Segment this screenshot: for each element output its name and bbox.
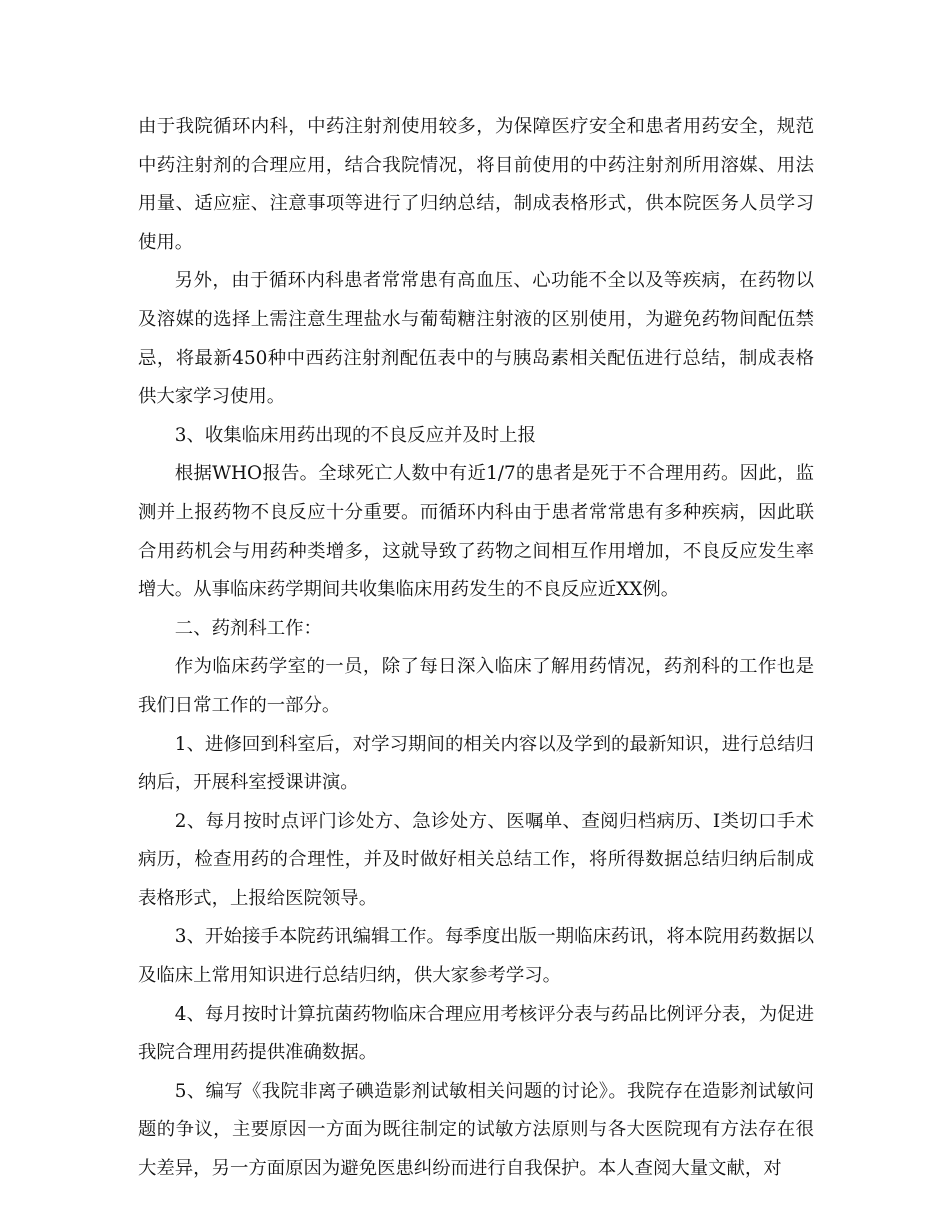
list-item-2: 2、每月按时点评门诊处方、急诊处方、医嘱单、查阅归档病历、Ⅰ类切口手术病历，检查用药的合理性，并及时做好相关总结工作，将所得数据总结归纳后制成表格形式，上报给医院领导。 — [138, 810, 814, 909]
list-item-5: 5、编写《我院非离子碘造影剂试敏相关问题的讨论》。我院存在造影剂试敏问题的争议，主要原因一方面为既往制定的试敏方法原则与各大医院现有方法存在很大差异，另一方面原因为避免医患纠纷而进行自我保护。本人查阅大量文献，对 — [138, 1080, 814, 1180]
paragraph-tcm-injection: 由于我院循环内科，中药注射剂使用较多，为保障医疗安全和患者用药安全，规范中药注射剂的合理应用，结合我院情况，将目前使用的中药注射剂所用溶媒、用法用量、适应症、注意事项等进行了归纳总结，制成表格形式，供本院医务人员学习使用。 — [138, 116, 814, 253]
document-body — [138, 108, 814, 1189]
list-item-3: 3、开始接手本院药讯编辑工作。每季度出版一期临床药讯，将本院用药数据以及临床上常用知识进行总结归纳，供大家参考学习。 — [138, 926, 814, 987]
paragraph-compatibility: 另外，由于循环内科患者常常患有高血压、心功能不全以及等疾病，在药物以及溶媒的选择上需注意生理盐水与葡萄糖注射液的区别使用，为避免药物间配伍禁忌，将最新450种中西药注射剂配伍表中的与胰岛素相关配伍进行总结，制成表格供大家学习使用。 — [138, 270, 814, 408]
heading-adverse-reactions: 3、收集临床用药出现的不良反应并及时上报 — [174, 424, 536, 446]
heading-pharmacy-work: 二、药剂科工作： — [174, 617, 322, 639]
list-item-4: 4、每月按时计算抗菌药物临床合理应用考核评分表与药品比例评分表，为促进我院合理用药提供准确数据。 — [138, 1003, 814, 1064]
paragraph-who-report: 根据WHO报告。全球死亡人数中有近1/7的患者是死于不合理用药。因此，监测并上报药物不良反应十分重要。而循环内科由于患者常常患有多种疾病，因此联合用药机会与用药种类增多，这就导致了药物之间相互作用增加，不良反应发生率增大。从事临床药学期间共收集临床用药发生的不良反应近XX例。 — [138, 463, 814, 601]
list-item-1: 1、进修回到科室后，对学习期间的相关内容以及学到的最新知识，进行总结归纳后，开展科室授课讲演。 — [138, 733, 814, 794]
paragraph-pharmacy-intro: 作为临床药学室的一员，除了每日深入临床了解用药情况，药剂科的工作也是我们日常工作的一部分。 — [138, 656, 814, 716]
